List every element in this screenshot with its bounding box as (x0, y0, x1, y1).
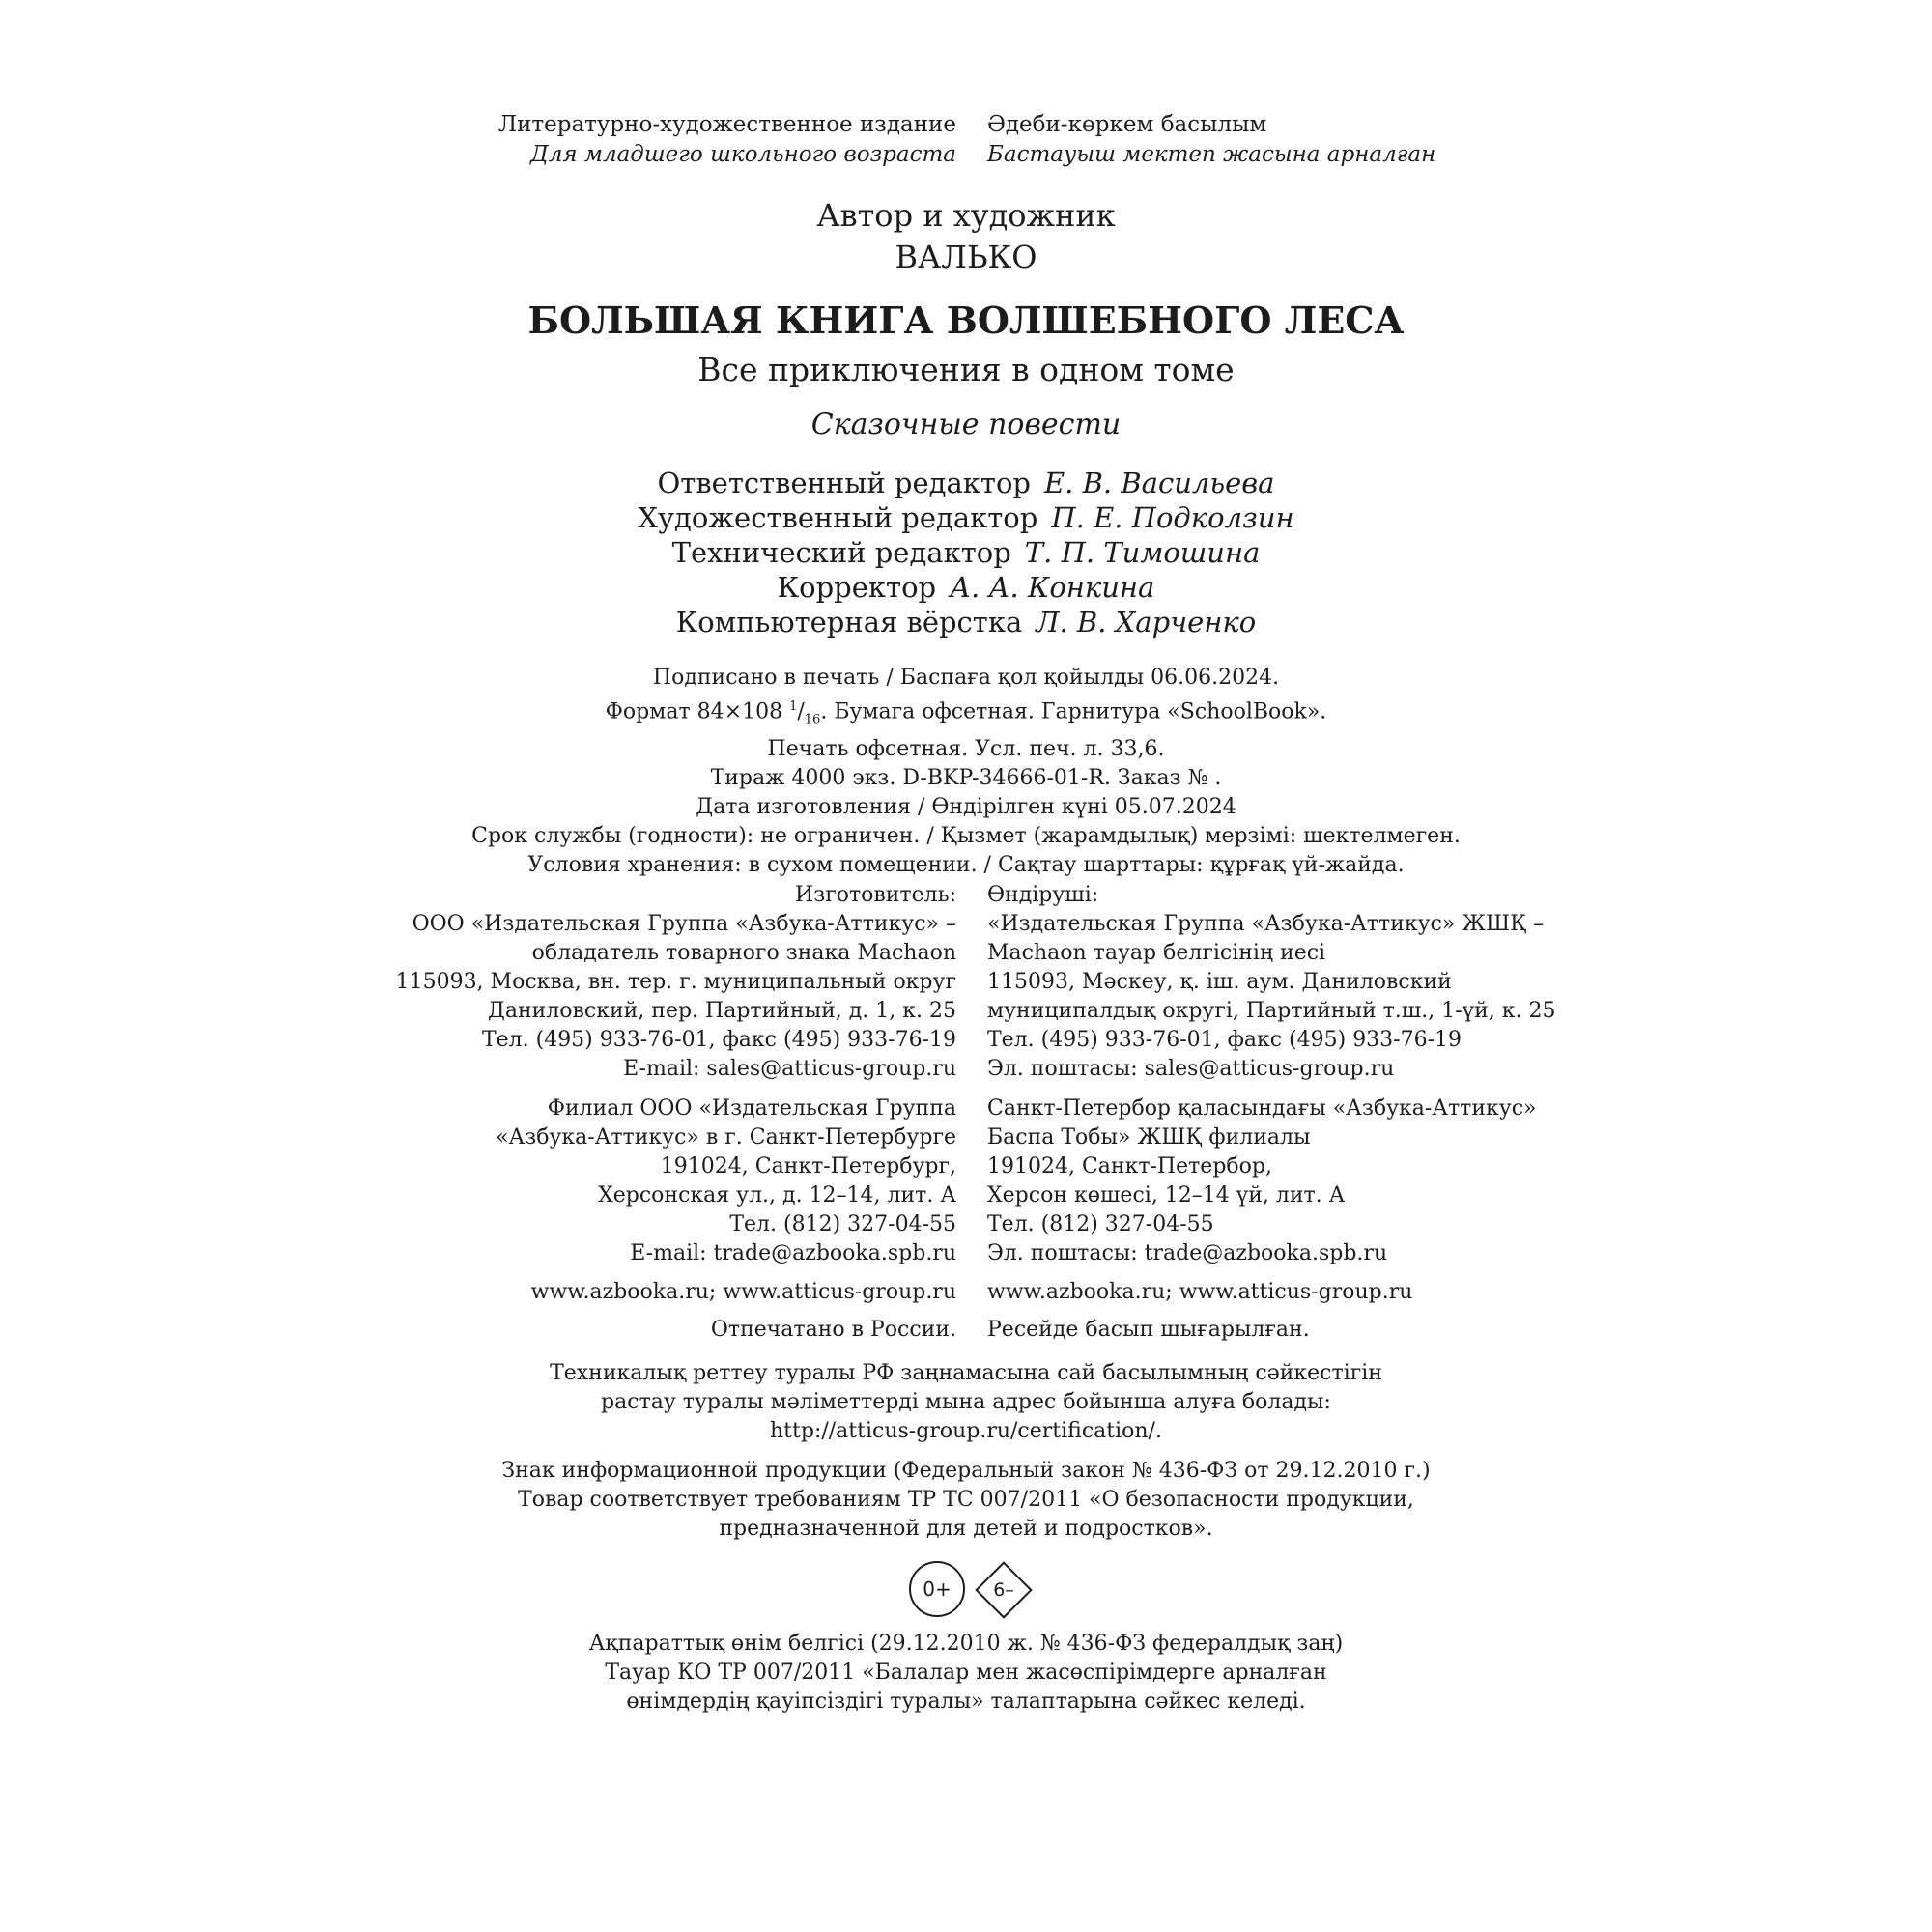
edition-type-ru: Литературно-художественное издание (497, 112, 956, 137)
edition-type-kz: Әдеби-көркем басылым (987, 112, 1267, 137)
book-subtitle: Все приключения в одном томе (697, 351, 1235, 388)
manufacturer-line: 115093, Мәскеу, қ. іш. аум. Даниловский (987, 970, 1452, 994)
info-product-ru (0, 1457, 1932, 1544)
editor-name: Е. В. Васильева (1044, 467, 1275, 499)
editor-line (0, 535, 1932, 570)
author-name: ВАЛЬКО (895, 239, 1037, 275)
website-links-kz: www.azbooka.ru; www.atticus-group.ru (987, 1280, 1413, 1304)
service-life: Срок службы (годности): не ограничен. / Қызмет (жарамдылық) мерзімі: шектелмеген. (471, 823, 1461, 848)
editor-line (0, 570, 1932, 605)
certification-url: http://atticus-group.ru/certification/. (770, 1419, 1162, 1443)
printed-in-kz: Ресейде басып шығарылған. (987, 1318, 1310, 1342)
age-group-ru: Для младшего школьного возраста (530, 142, 956, 167)
branch-email: E-mail: trade@azbooka.spb.ru (630, 1241, 956, 1265)
website-links-ru: www.azbooka.ru; www.atticus-group.ru (530, 1280, 956, 1304)
branch-kz (987, 1094, 1536, 1268)
branch-line: Херсонская ул., д. 12–14, лит. А (598, 1183, 956, 1208)
manufacturer-email: Эл. поштасы: sales@atticus-group.ru (987, 1057, 1395, 1081)
format-separator: / (797, 699, 805, 724)
manufacturer-line: Тел. (495) 933-76-01, факс (495) 933-76-19 (987, 1028, 1463, 1052)
editor-line (0, 500, 1932, 535)
editor-name: Л. В. Харченко (1036, 606, 1257, 639)
storage-conditions: Условия хранения: в сухом помещении. / Сақтау шарттары: құрғақ үй-жайда. (527, 852, 1405, 877)
branch-line: Филиал ООО «Издательская Группа (547, 1096, 956, 1121)
header-block (0, 110, 1932, 170)
age-group-kz: Бастауыш мектеп жасына арналған (987, 142, 1436, 167)
header-left (0, 110, 956, 170)
manufacturer-email: E-mail: sales@atticus-group.ru (623, 1057, 956, 1081)
editor-role: Технический редактор (671, 536, 1011, 569)
manufacture-date: Дата изготовления / Өндірілген күні 05.07.2024 (696, 794, 1236, 819)
format-numerator: 1 (789, 699, 798, 714)
format-denominator: 16 (804, 712, 821, 727)
manufacturer-ru (0, 881, 956, 1084)
branch-line: Херсон көшесі, 12–14 үй, лит. А (987, 1183, 1346, 1208)
branch-block (0, 1094, 1932, 1268)
format-prefix: Формат 84×108 (605, 699, 790, 724)
editor-role: Ответственный редактор (657, 467, 1031, 499)
web-block (0, 1278, 1932, 1307)
age-badges (909, 1559, 1035, 1627)
branch-email: Эл. поштасы: trade@azbooka.spb.ru (987, 1241, 1388, 1265)
print-run: Тираж 4000 экз. D-BKP-34666-01-R. Заказ № . (710, 765, 1222, 790)
manufacturer-line: Изготовитель: (795, 883, 956, 907)
manufacturer-line: Өндіруші: (987, 883, 1099, 907)
printed-block (0, 1316, 1932, 1345)
certification-block (0, 1359, 1932, 1446)
format-suffix: . Бумага офсетная. Гарнитура «SchoolBook». (820, 699, 1327, 724)
law-line: Знак информационной продукции (Федеральный закон № 436-ФЗ от 29.12.2010 г.) (501, 1459, 1431, 1483)
info-product-kz (0, 1630, 1932, 1717)
editor-role: Корректор (777, 571, 937, 604)
branch-line: 191024, Санкт-Петербург, (660, 1154, 956, 1179)
signed-to-print: Подписано в печать / Баспаға қол қойылды 06.06.2024. (652, 666, 1280, 690)
law-line: Ақпараттық өнім белгісі (29.12.2010 ж. № 436-ФЗ федералдық заң) (588, 1632, 1344, 1656)
editor-name: А. А. Конкина (950, 571, 1155, 604)
manufacturer-line: обладатель товарного знака Machaon (531, 941, 956, 965)
book-genre: Сказочные повести (810, 408, 1122, 441)
tr-ts-label: 6– (993, 1579, 1014, 1601)
law-line: Тауар КО ТР 007/2011 «Балалар мен жасөспірімдерге арналған (605, 1661, 1327, 1685)
branch-line: Тел. (812) 327-04-55 (987, 1212, 1214, 1236)
editor-role: Художественный редактор (638, 501, 1038, 534)
editor-role: Компьютерная вёрстка (675, 606, 1023, 639)
manufacturer-block (0, 881, 1932, 1084)
editor-name: П. Е. Подколзин (1051, 501, 1294, 534)
author-role: Автор и художник (816, 197, 1116, 234)
manufacturer-line: муниципалдық округі, Партийный т.ш., 1-үй, к. 25 (987, 999, 1556, 1023)
branch-line: Баспа Тобы» ЖШҚ филиалы (987, 1125, 1311, 1150)
format-line (0, 693, 1932, 735)
header-right (987, 110, 1435, 170)
manufacturer-line: Тел. (495) 933-76-01, факс (495) 933-76-19 (481, 1028, 956, 1052)
editors-list (0, 466, 1932, 639)
book-title: БОЛЬШАЯ КНИГА ВОЛШЕБНОГО ЛЕСА (527, 298, 1405, 342)
certification-line: растау туралы мәліметтерді мына адрес бойынша алуға болады: (601, 1390, 1331, 1414)
tr-ts-diamond-icon (975, 1561, 1033, 1619)
branch-line: «Азбука-Аттикус» в г. Санкт-Петербурге (496, 1125, 956, 1150)
certification-line: Техникалық реттеу туралы РФ заңнамасына сай басылымның сәйкестігін (550, 1361, 1382, 1385)
manufacturer-line: 115093, Москва, вн. тер. г. муниципальный округ (395, 970, 956, 994)
printed-in-ru: Отпечатано в России. (710, 1318, 956, 1342)
branch-line: Тел. (812) 327-04-55 (729, 1212, 956, 1236)
law-line: Товар соответствует требованиям ТР ТС 007/2011 «О безопасности продукции, (518, 1488, 1414, 1512)
branch-line: 191024, Санкт-Петербор, (987, 1154, 1272, 1179)
imprint-block (0, 664, 1932, 880)
author-block (0, 195, 1932, 278)
law-line: предназначенной для детей и подростков». (719, 1517, 1213, 1541)
manufacturer-line: Даниловский, пер. Партийный, д. 1, к. 25 (487, 999, 956, 1023)
law-line: өнімдердің қауіпсіздігі туралы» талаптарына сәйкес келеді. (626, 1690, 1306, 1714)
branch-ru (0, 1094, 956, 1268)
manufacturer-line: Machaon тауар белгісінің иесі (987, 941, 1326, 965)
age-rating-badge: 0+ (909, 1561, 965, 1617)
editor-line (0, 466, 1932, 500)
branch-line: Санкт-Петербор қаласындағы «Азбука-Аттикус» (987, 1096, 1537, 1121)
editor-name: Т. П. Тимошина (1024, 536, 1261, 569)
print-info: Печать офсетная. Усл. печ. л. 33,6. (767, 736, 1165, 761)
editor-line (0, 605, 1932, 639)
manufacturer-line: ООО «Издательская Группа «Азбука-Аттикус» – (412, 912, 956, 936)
manufacturer-line: «Издательская Группа «Азбука-Аттикус» ЖШҚ – (987, 912, 1545, 936)
manufacturer-kz (987, 881, 1555, 1084)
